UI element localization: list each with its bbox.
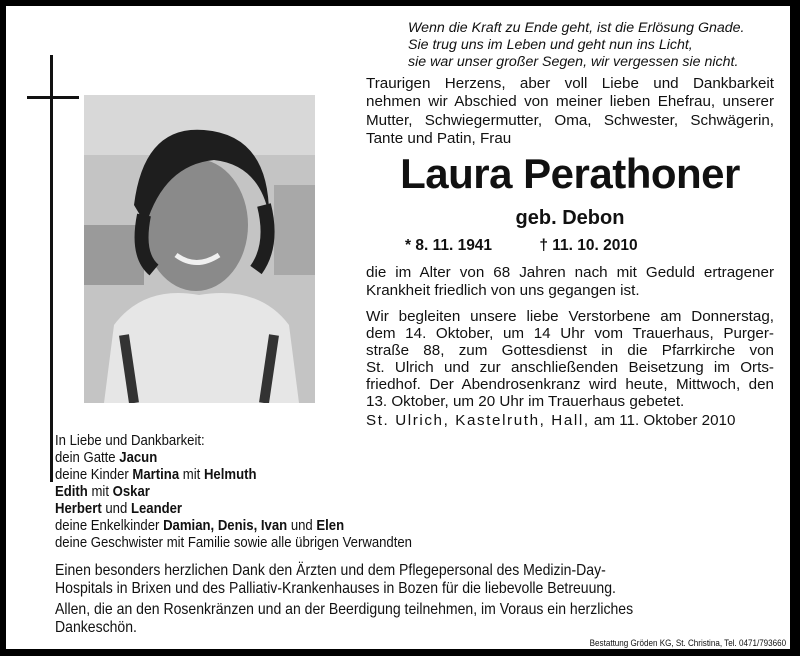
place: St. Ulrich, Kastelruth, Hall, bbox=[366, 412, 590, 429]
funeral-home: Bestattung Gröden KG, St. Christina, Tel. 0471/793660 bbox=[589, 638, 786, 649]
cross-icon-bar bbox=[27, 96, 79, 99]
birth-date: * 8. 11. 1941 bbox=[405, 237, 493, 254]
name: Leander bbox=[130, 501, 183, 517]
name: Edith bbox=[55, 484, 88, 500]
text-line: Tante und Patin, Frau bbox=[366, 130, 512, 148]
date: am 11. Oktober 2010 bbox=[593, 412, 736, 429]
text-line: Traurigen Herzens, aber voll Liebe und Dankbarkeit bbox=[366, 75, 774, 92]
text-line: straße 88, zum Gottesdienst in die Pfarrkirche von bbox=[366, 342, 774, 359]
text: mit bbox=[179, 467, 204, 483]
family-line bbox=[55, 501, 182, 518]
text-line: nehmen wir Abschied von meiner lieben Ehefrau, unserer bbox=[366, 93, 774, 111]
family-line bbox=[55, 450, 157, 467]
text-line: Einen besonders herzlichen Dank den Ärzten und dem Pflegepersonal des Medizin-Day- bbox=[55, 562, 606, 579]
thanks bbox=[55, 562, 633, 640]
text-line: friedhof. Der Abendrosenkranz wird heute, Mittwoch, den bbox=[366, 376, 774, 393]
dates bbox=[405, 237, 638, 255]
poem-line: Wenn die Kraft zu Ende geht, ist die Erlösung Gnade. bbox=[408, 20, 745, 36]
intro-text bbox=[366, 75, 774, 149]
family-heading: In Liebe und Dankbarkeit: bbox=[55, 433, 205, 449]
text-line: Dankeschön. bbox=[55, 619, 137, 636]
text-line: die im Alter von 68 Jahren nach mit Geduld ertragener bbox=[366, 264, 774, 281]
name: Martina bbox=[132, 467, 180, 483]
family-list bbox=[55, 433, 412, 552]
text-line: Mutter, Schwiegermutter, Oma, Schwester, Schwägerin, bbox=[366, 111, 774, 129]
text-line: Hospitals in Brixen und des Palliativ-Krankenhauses in Bozen für die liebevolle Betreuung. bbox=[55, 580, 616, 597]
text-line: Allen, die an den Rosenkränzen und an der Beerdigung teilnehmen, im Voraus ein herzliches bbox=[55, 601, 634, 618]
text-line: dem 14. Oktober, um 14 Uhr vom Trauerhaus, Purger- bbox=[366, 325, 774, 342]
poem bbox=[408, 20, 745, 71]
family-line bbox=[55, 484, 150, 501]
family-line bbox=[55, 518, 344, 535]
text: deine Kinder bbox=[55, 467, 133, 483]
family-line bbox=[55, 467, 256, 484]
paragraph-age bbox=[366, 264, 774, 299]
name: Elen bbox=[316, 518, 345, 534]
text: dein Gatte bbox=[55, 450, 120, 466]
name: Damian, Denis, Ivan bbox=[163, 518, 288, 534]
name: Herbert bbox=[55, 501, 102, 517]
text: mit bbox=[87, 484, 113, 500]
poem-line: Sie trug uns im Leben und geht nun ins Licht, bbox=[408, 37, 693, 53]
family-line: deine Geschwister mit Familie sowie alle übrigen Verwandten bbox=[55, 535, 412, 551]
text-line: Krankheit friedlich von uns gegangen ist. bbox=[366, 281, 640, 299]
text: und bbox=[287, 518, 317, 534]
text-line: Wir begleiten unsere liebe Verstorbene am Donnerstag, bbox=[366, 308, 774, 325]
deceased-name: Laura Perathoner bbox=[400, 150, 740, 197]
text: deine Enkelkinder bbox=[55, 518, 164, 534]
cross-icon bbox=[50, 55, 53, 482]
name: Jacun bbox=[119, 450, 158, 466]
name: Oskar bbox=[112, 484, 150, 500]
poem-line: sie war unser großer Segen, wir vergessen sie nicht. bbox=[408, 54, 739, 70]
portrait-photo bbox=[84, 95, 315, 403]
place-date bbox=[366, 412, 774, 429]
death-date: † 11. 10. 2010 bbox=[539, 237, 638, 254]
text-line: 13. Oktober, um 20 Uhr im Trauerhaus gebetet. bbox=[366, 393, 685, 410]
name: Helmuth bbox=[203, 467, 257, 483]
paragraph-funeral bbox=[366, 308, 774, 410]
text: und bbox=[101, 501, 131, 517]
birth-name: geb. Debon bbox=[515, 207, 625, 229]
text-line: St. Ulrich und zur anschließenden Beisetzung im Orts- bbox=[366, 359, 774, 376]
